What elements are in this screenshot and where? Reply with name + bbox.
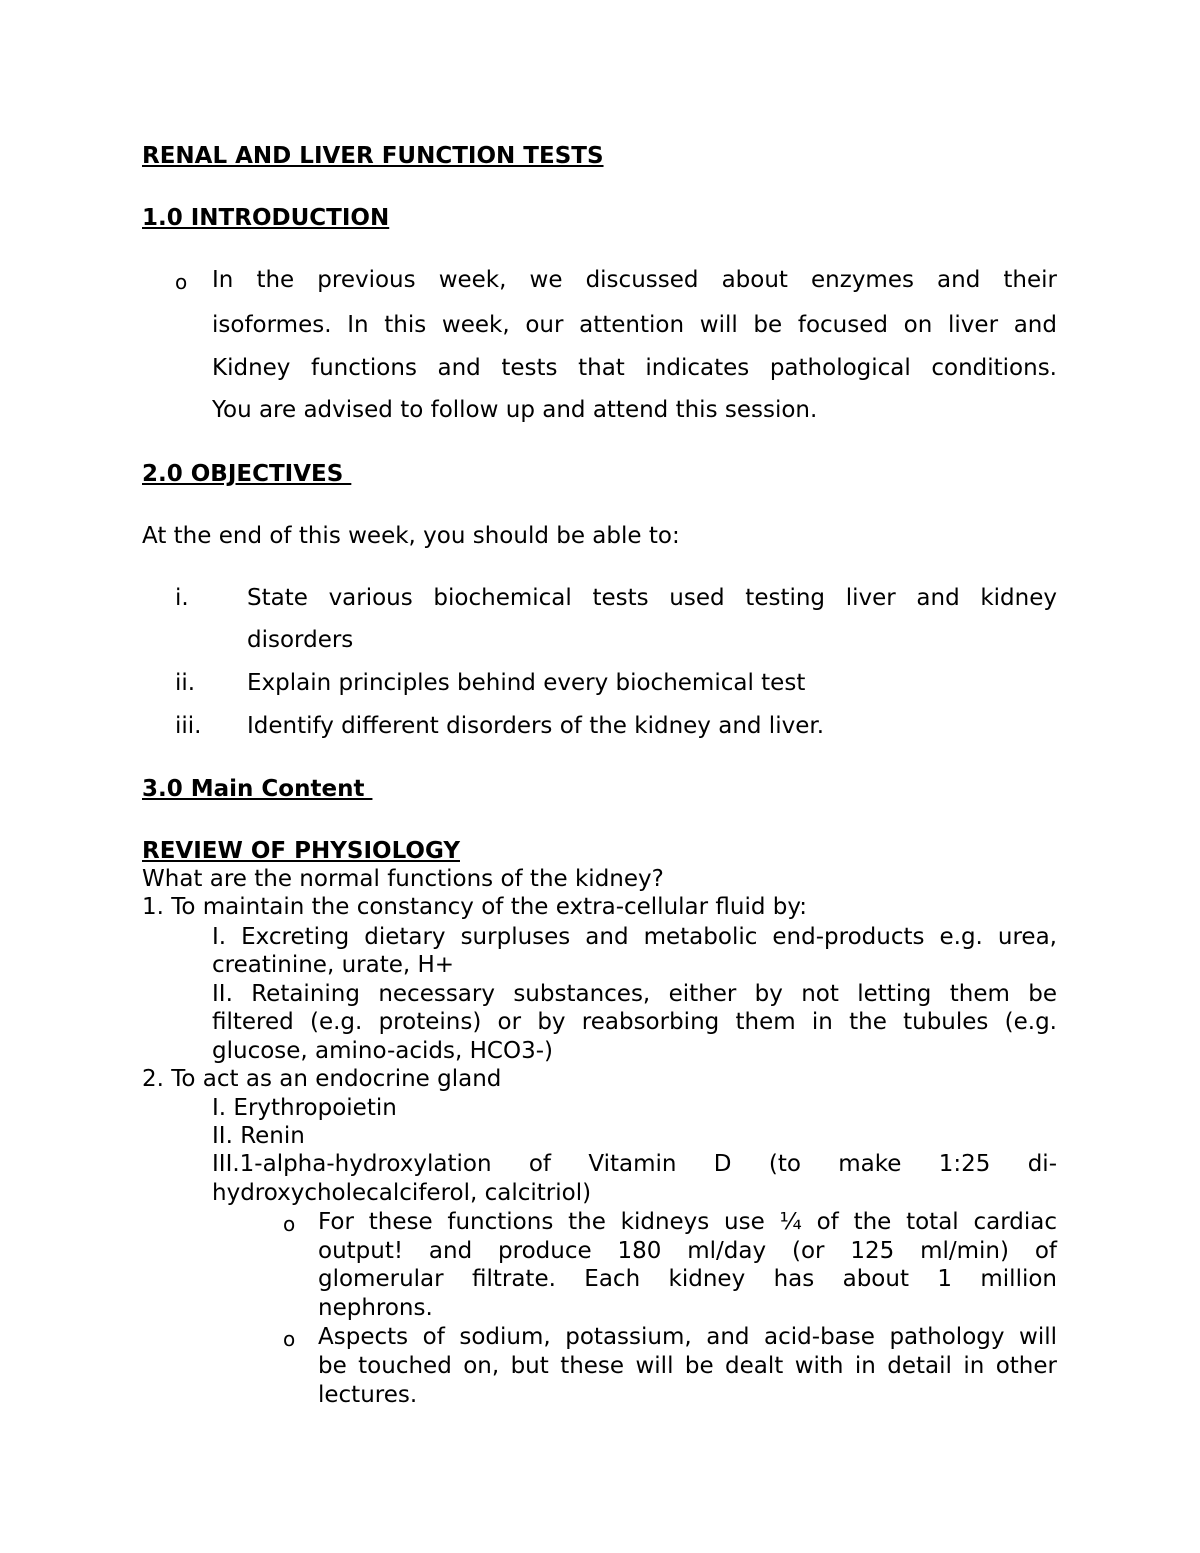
function-1: 1. To maintain the constancy of the extra-cellular fluid by: xyxy=(142,894,808,920)
intro-line-2: isoformes. In this week, our attention will be focused on liver and xyxy=(212,312,1057,338)
intro-line-3: Kidney functions and tests that indicates pathological conditions. xyxy=(212,355,1057,381)
function-2-i: I. Erythropoietin xyxy=(212,1095,397,1121)
objective-number: ii. xyxy=(175,670,196,696)
sub1-line-1: For these functions the kidneys use ¼ of the total cardiac xyxy=(318,1209,1057,1235)
sub1-line-2: output! and produce 180 ml/day (or 125 ml/min) of xyxy=(318,1238,1057,1264)
document-title: RENAL AND LIVER FUNCTION TESTS xyxy=(142,143,604,169)
objective-number: i. xyxy=(175,585,189,611)
function-1-ii-line-3: glucose, amino-acids, HCO3-) xyxy=(212,1038,554,1064)
function-2-ii: II. Renin xyxy=(212,1123,305,1149)
function-2-iii-line-2: hydroxycholecalciferol, calcitriol) xyxy=(212,1180,592,1206)
sub1-line-3: glomerular filtrate. Each kidney has about 1 million xyxy=(318,1266,1057,1292)
bullet-icon: o xyxy=(175,270,188,294)
function-2-iii-line-1: III.1-alpha-hydroxylation of Vitamin D (to make 1:25 di- xyxy=(212,1151,1057,1177)
objective-number: iii. xyxy=(175,713,202,739)
function-1-ii-line-1: II. Retaining necessary substances, either by not letting them be xyxy=(212,981,1057,1007)
intro-line-4: You are advised to follow up and attend this session. xyxy=(212,397,818,423)
sub2-line-2: be touched on, but these will be dealt with in detail in other xyxy=(318,1353,1057,1379)
review-heading: REVIEW OF PHYSIOLOGY xyxy=(142,838,460,864)
main-content-heading: 3.0 Main Content xyxy=(142,776,373,802)
objective-1-line-2: disorders xyxy=(247,627,354,653)
review-question: What are the normal functions of the kidney? xyxy=(142,866,664,892)
function-1-i-line-1: I. Excreting dietary surpluses and metabolic end-products e.g. urea, xyxy=(212,924,1057,950)
sub2-line-3: lectures. xyxy=(318,1382,418,1408)
function-1-i-line-2: creatinine, urate, H+ xyxy=(212,952,455,978)
bullet-icon: o xyxy=(283,1212,296,1236)
objectives-lead: At the end of this week, you should be able to: xyxy=(142,523,680,549)
introduction-heading: 1.0 INTRODUCTION xyxy=(142,205,390,231)
objective-3-line-1: Identify different disorders of the kidney and liver. xyxy=(247,713,824,739)
sub2-line-1: Aspects of sodium, potassium, and acid-base pathology will xyxy=(318,1324,1057,1350)
function-1-ii-line-2: filtered (e.g. proteins) or by reabsorbing them in the tubules (e.g. xyxy=(212,1009,1057,1035)
objective-2-line-1: Explain principles behind every biochemical test xyxy=(247,670,806,696)
intro-line-1: In the previous week, we discussed about enzymes and their xyxy=(212,267,1057,293)
bullet-icon: o xyxy=(283,1327,296,1351)
sub1-line-4: nephrons. xyxy=(318,1295,433,1321)
objectives-heading: 2.0 OBJECTIVES xyxy=(142,461,352,487)
function-2: 2. To act as an endocrine gland xyxy=(142,1066,502,1092)
objective-1-line-1: State various biochemical tests used testing liver and kidney xyxy=(247,585,1057,611)
